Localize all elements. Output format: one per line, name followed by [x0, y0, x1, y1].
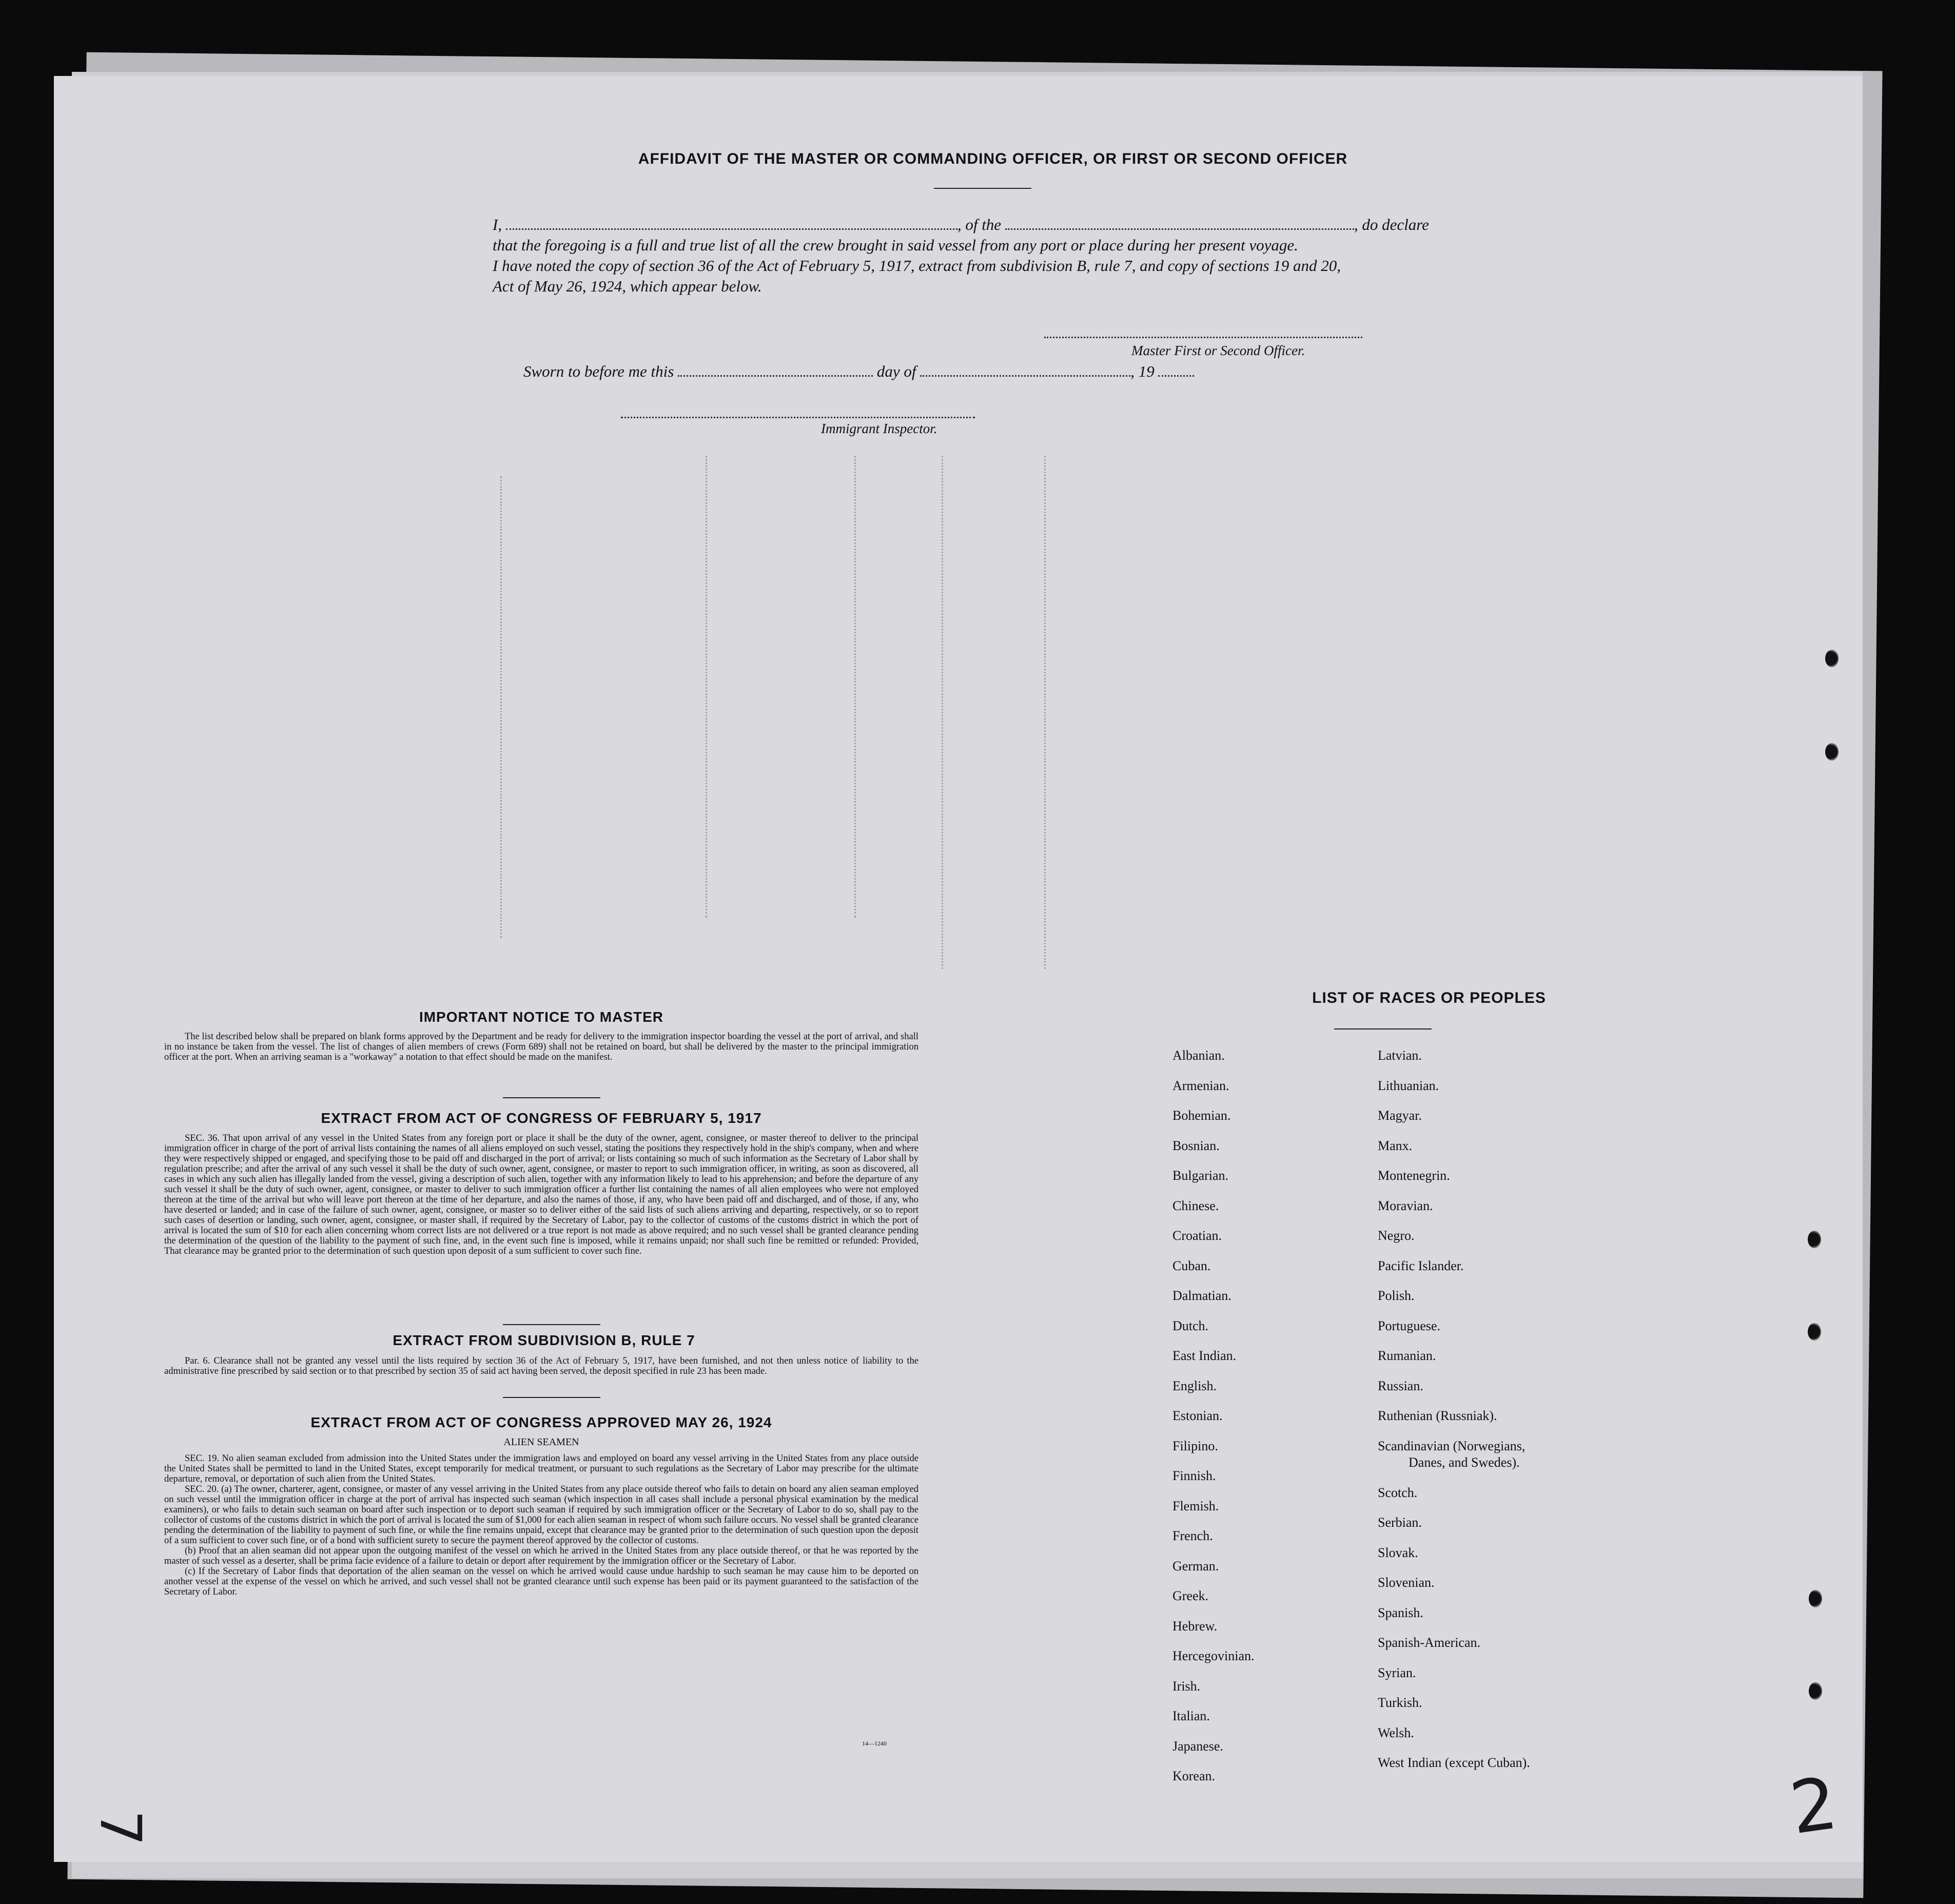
binder-hole — [1809, 1590, 1822, 1607]
binder-hole — [1809, 1682, 1822, 1700]
race-item: Cuban. — [1172, 1258, 1211, 1273]
race-item: Bulgarian. — [1172, 1168, 1229, 1183]
race-item: Slovenian. — [1378, 1575, 1435, 1590]
bleed-column-line — [854, 456, 856, 918]
sworn-line — [523, 362, 1194, 381]
bleed-column-line — [500, 476, 502, 938]
section-20c-paragraph: (c) If the Secretary of Labor finds that deportation of the alien seaman on the vessel on which he arrived would cause undue hardship to such seaman he may cause him to be deported on another vessel at the expense of the vessel on which he arrived, and such vessel shall not be granted clearance until such expense has been paid or its payment guaranteed to the satisfaction of the Secretary of Labor. — [164, 1566, 918, 1597]
race-item: Croatian. — [1172, 1228, 1222, 1243]
races-right-column — [1378, 1041, 1530, 1778]
race-item: Hercegovinian. — [1172, 1648, 1255, 1663]
race-item: Spanish. — [1378, 1605, 1423, 1620]
section-19-paragraph: SEC. 19. No alien seaman excluded from admission into the United States under the immigration laws and employed on board any vessel arriving in the United States from any place outside the United States shall be permitted to land in the United States, except temporarily for medical treatment, or pursuant to such regulations as the Secretary of Labor may prescribe for the ultimate departure, removal, or deportation of such alien from the United States. — [164, 1453, 918, 1484]
race-item: Manx. — [1378, 1138, 1413, 1153]
race-item: Greek. — [1172, 1588, 1209, 1603]
race-item: Syrian. — [1378, 1665, 1416, 1680]
section-36-paragraph: SEC. 36. That upon arrival of any vessel in the United States from any foreign port or place it shall be the duty of the owner, agent, consignee, or master thereof to deliver to the principal immigration officer in charge of the port of arrival lists containing the names of all aliens employed on such vessel, stating the positions they respectively hold in the ship's company, when and where they were respectively shipped or engaged, and specifying those to be paid off and discharged in the port of arrival; or lists containing so much of such information as the Secretary of Labor shall by regulation prescribe; and after the arrival of any such vessel it shall be the duty of such owner, agent, consignee, or master to report to such immigration officer, in writing, as soon as discovered, all cases in which any such alien has illegally landed from the vessel, giving a description of such alien, together with any information likely to lead to his apprehension; and before the departure of any such vessel it shall be the duty of such owner, agent, consignee, or master to deliver to such immigration officer a further list containing the names of all alien employees who were not employed thereon at the time of the arrival but who will leave port thereon at the time of her departure, and also the names of those, if any, who have been paid off and discharged, and of those, if any, who have deserted or landed; and in case of the failure of such owner, agent, consignee, or master so to deliver either of the said lists of such aliens arriving and departing, respectively, or so to report such cases of desertion or landing, such owner, agent, consignee, or master shall, if required by the Secretary of Labor, pay to the collector of customs of the customs district in which the port of arrival is located the sum of $10 for each alien concerning whom correct lists are not delivered or a true report is not made as above required; and no such vessel shall be granted clearance pending the determination of the question of the liability to the payment of such fine, and, in the event such fine is imposed, while it remains unpaid; nor shall such fine be remitted or refunded: Provided, That clearance may be granted prior to the determination of such question upon deposit of a sum sufficient to cover such fine. — [164, 1133, 918, 1256]
race-item: French. — [1172, 1528, 1213, 1543]
handwritten-mark-right: 2 — [1785, 1761, 1842, 1851]
affidavit-title: AFFIDAVIT OF THE MASTER OR COMMANDING OFFICER, OR FIRST OR SECOND OFFICER — [638, 150, 1348, 167]
race-item: Rumanian. — [1378, 1348, 1436, 1363]
race-item: Scandinavian (Norwegians, — [1378, 1438, 1526, 1453]
document-page — [54, 76, 1863, 1862]
handwritten-mark-left: 7 — [88, 1810, 153, 1846]
race-item: Irish. — [1172, 1678, 1201, 1694]
declaration-line-3: I have noted the copy of section 36 of the Act of February 5, 1917, extract from subdivision B, rule 7, and copy of sections 19 and 20, — [493, 257, 1341, 275]
bleed-column-line — [942, 456, 943, 969]
bleed-column-line — [1044, 456, 1046, 969]
act-1924-title: EXTRACT FROM ACT OF CONGRESS APPROVED MAY 26, 1924 — [310, 1414, 772, 1430]
rule-7-title: EXTRACT FROM SUBDIVISION B, RULE 7 — [393, 1332, 695, 1348]
race-item: Filipino. — [1172, 1438, 1218, 1453]
of-the-label: , of the — [957, 216, 1002, 234]
race-item: Italian. — [1172, 1708, 1210, 1723]
alien-seamen-subtitle: ALIEN SEAMEN — [503, 1436, 579, 1448]
race-item: Spanish-American. — [1378, 1635, 1481, 1650]
race-item: Portuguese. — [1378, 1318, 1441, 1333]
race-item: Pacific Islander. — [1378, 1258, 1464, 1273]
year-label: , 19 — [1130, 362, 1155, 380]
race-item: Serbian. — [1378, 1515, 1422, 1530]
race-item: Magyar. — [1378, 1108, 1422, 1123]
race-item: Finnish. — [1172, 1468, 1216, 1483]
rule-7-rule — [503, 1397, 600, 1398]
sworn-year-blank — [1158, 364, 1194, 377]
signature-line — [1044, 337, 1362, 338]
race-item: Moravian. — [1378, 1198, 1433, 1213]
act-1924-text — [164, 1453, 918, 1597]
sworn-month-blank — [920, 364, 1130, 377]
binder-hole — [1808, 1231, 1821, 1248]
race-item: Ruthenian (Russniak). — [1378, 1408, 1497, 1423]
binder-hole — [1825, 743, 1839, 761]
race-item: English. — [1172, 1378, 1217, 1393]
race-item: Polish. — [1378, 1288, 1415, 1303]
race-item: Albanian. — [1172, 1048, 1225, 1063]
act-1917-title: EXTRACT FROM ACT OF CONGRESS OF FEBRUARY 5, 1917 — [321, 1110, 762, 1126]
section-20a-paragraph: SEC. 20. (a) The owner, charterer, agent, consignee, or master of any vessel arriving in the United States from any place outside thereof who fails to detain on board any alien seaman employed on such vessel until the immigration officer in charge at the port of arrival has inspected such seaman (which inspection in all cases shall include a personal physical examination by the medical examiners), or who fails to detain such seaman on board after such inspection or to deport such seaman if required by such immigration officer or the Secretary of Labor to do so, shall pay to the collector of customs of the customs district in which the port of arrival is located the sum of $1,000 for each alien seaman in respect of whom such failure occurs. No vessel shall be granted clearance pending the determination of the liability to payment of such fine, or while the fine remains unpaid, except that clearance may be granted prior to the determination of such question upon the deposit of a sum sufficient to cover such fine, or of a bond with sufficient surety to secure the payment thereof approved by the collector of customs. — [164, 1484, 918, 1546]
declaration-line-1 — [493, 216, 1429, 234]
name-blank — [506, 217, 957, 230]
notice-text — [164, 1032, 918, 1062]
race-item: Slovak. — [1378, 1545, 1418, 1560]
declaration-line-4: Act of May 26, 1924, which appear below. — [493, 277, 762, 295]
form-number: 14—1240 — [862, 1740, 887, 1747]
race-item: German. — [1172, 1558, 1219, 1573]
races-title: LIST OF RACES OR PEOPLES — [1312, 989, 1546, 1006]
race-item: Russian. — [1378, 1378, 1423, 1393]
race-item: Lithuanian. — [1378, 1078, 1439, 1093]
races-rule — [1334, 1028, 1432, 1029]
sworn-day-blank — [678, 364, 873, 377]
binder-hole — [1808, 1323, 1821, 1340]
race-item: Dalmatian. — [1172, 1288, 1231, 1303]
race-item: West Indian (except Cuban). — [1378, 1755, 1530, 1770]
race-item: Latvian. — [1378, 1048, 1422, 1063]
race-item: Estonian. — [1172, 1408, 1223, 1423]
race-item: Chinese. — [1172, 1198, 1219, 1213]
race-item: Danes, and Swedes). — [1409, 1455, 1520, 1470]
race-item: Dutch. — [1172, 1318, 1209, 1333]
i-label: I, — [493, 216, 502, 234]
declaration-line-2: that the foregoing is a full and true list of all the crew brought in said vessel from any port or place during her present voyage. — [493, 236, 1298, 254]
notice-title: IMPORTANT NOTICE TO MASTER — [419, 1009, 664, 1025]
race-item: Korean. — [1172, 1769, 1216, 1783]
notice-paragraph: The list described below shall be prepared on blank forms approved by the Department and be ready for delivery to the immigration inspector boarding the vessel at the port of arrival, and shall in no instance be taken from the vessel. The list of changes of alien members of crews (Form 689) shall not be retained on board, but shall be delivered by the master to the principal immigration officer at the port. When an arriving seaman is a "workaway" a notation to that effect should be made on the manifest. — [164, 1032, 918, 1062]
race-item: Scotch. — [1378, 1485, 1418, 1500]
signature-caption: Master First or Second Officer. — [1131, 343, 1305, 358]
race-item: Negro. — [1378, 1228, 1415, 1243]
day-of-label: day of — [876, 362, 916, 380]
binder-hole — [1825, 650, 1839, 667]
race-item: Welsh. — [1378, 1725, 1414, 1740]
race-item: Flemish. — [1172, 1498, 1219, 1513]
bleed-column-line — [706, 456, 707, 918]
section-20b-paragraph: (b) Proof that an alien seaman did not appear upon the outgoing manifest of the vessel on which he arrived in the United States from any place outside thereof, or that he was reported by the master of such vessel as a deserter, shall be prima facie evidence of a failure to detain or deport after requirement by the immigration officer or the Secretary of Labor. — [164, 1546, 918, 1566]
race-item: Bosnian. — [1172, 1138, 1220, 1153]
title-rule — [934, 188, 1031, 189]
race-item: East Indian. — [1172, 1348, 1237, 1363]
races-left-column — [1172, 1041, 1255, 1792]
race-item: Armenian. — [1172, 1078, 1229, 1093]
race-item: Bohemian. — [1172, 1108, 1231, 1123]
vessel-blank — [1005, 217, 1354, 230]
notice-rule — [503, 1097, 600, 1098]
race-item: Hebrew. — [1172, 1618, 1218, 1634]
race-item: Montenegrin. — [1378, 1168, 1450, 1183]
inspector-line — [621, 417, 975, 418]
rule-7-text — [164, 1356, 918, 1376]
sworn-label: Sworn to before me this — [523, 362, 674, 380]
act-1917-text — [164, 1133, 918, 1256]
inspector-caption: Immigrant Inspector. — [821, 421, 937, 436]
act-1917-rule — [503, 1324, 600, 1325]
do-declare-label: , do declare — [1354, 216, 1429, 234]
rule-7-paragraph: Par. 6. Clearance shall not be granted any vessel until the lists required by section 36 of the Act of February 5, 1917, have been furnished, and not then unless notice of liability to the administrative fine prescribed by said section or to that prescribed by section 35 of said act having been served, the deposit specified in rule 23 has been made. — [164, 1356, 918, 1376]
race-item: Turkish. — [1378, 1695, 1422, 1710]
race-item: Japanese. — [1172, 1738, 1223, 1754]
